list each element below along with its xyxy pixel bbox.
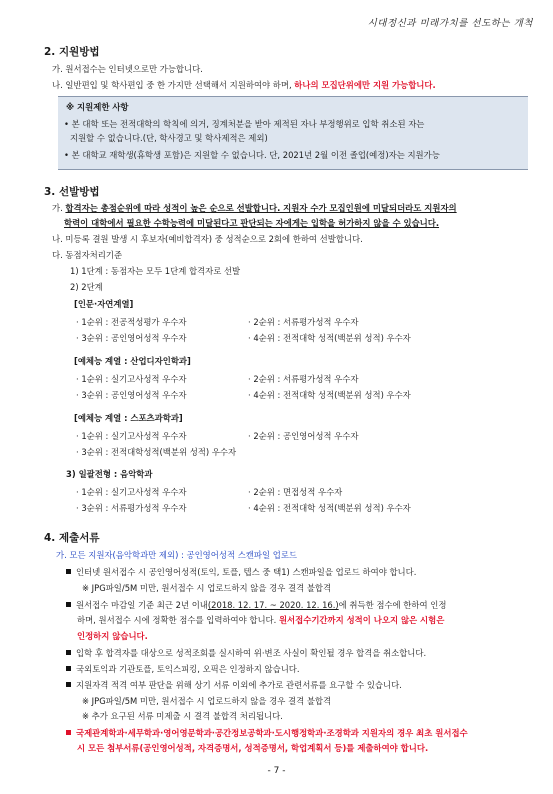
square-bullet-icon	[66, 666, 71, 671]
group-humanities-rank-4: · 4순위 : 전적대학 성적(백분위 성적) 우수자	[248, 333, 411, 343]
sec3-item-ga-b: 학력이 대학에서 필요한 수학능력에 미달된다고 판단되는 자에게는 입학을 허가하지 않을 수 있습니다.	[64, 218, 440, 228]
sec3-item-ga-a	[52, 203, 457, 214]
notice-line-1b: 지원할 수 없습니다.(단, 학사경고 및 학사제적은 제외)	[70, 133, 268, 143]
group-humanities-rank-3: · 3순위 : 공인영어성적 우수자	[76, 333, 187, 343]
group-music-rank-1: · 1순위 : 실기고사성적 우수자	[76, 487, 187, 497]
group-music-rank-3: · 3순위 : 서류평가성적 우수자	[76, 503, 187, 513]
doc-bullet-4: 국외토익과 기관토플, 토익스피킹, 오픽은 인정하지 않습니다.	[66, 664, 300, 675]
page-number: - 7 -	[267, 766, 286, 776]
section-4-title: 4. 제출서류	[44, 532, 100, 544]
doc-bullet-6a: 국제관계학과·세무학과·영어영문학과·공간정보공학과·도시행정학과·조경학과 지원자의 경우 최초 원서접수	[66, 728, 468, 739]
doc-bullet-2a: 원서접수 마감일 기준 최근 2년 이내(2018. 12. 17. ~ 2020. 12. 16.)에 취득한 점수에 한하여 인정	[66, 600, 446, 611]
sec3-ga-prefix: 가.	[52, 203, 66, 213]
group-music-title: 3) 일괄전형 : 음악학과	[66, 469, 153, 479]
group-music-rank-4: · 4순위 : 전적대학 성적(백분위 성적) 우수자	[248, 503, 411, 513]
sec4-item-ga: 가. 모든 지원자(음악학과만 제외) : 공인영어성적 스캔파일 업로드	[56, 550, 297, 560]
group-sports-rank-3: · 3순위 : 전적대학성적(백분위 성적) 우수자	[76, 447, 237, 457]
sec3-ga-text-a: 합격자는 총점순위에 따라 성적이 높은 순으로 선발합니다. 지원자 수가 모집인원에 미달되더라도 지원자의	[65, 203, 457, 213]
group-sports-rank-2: · 2순위 : 공인영어성적 우수자	[248, 431, 359, 441]
sec3-item-da: 다. 동점자처리기준	[52, 250, 123, 260]
group-sports-title: [예체능 계열 : 스포츠과학과]	[74, 413, 183, 423]
group-design-rank-2: · 2순위 : 서류평가성적 우수자	[248, 374, 359, 384]
square-bullet-icon	[66, 569, 71, 574]
sec2-item-na	[52, 80, 436, 91]
doc-bullet-1: 인터넷 원서접수 시 공인영어성적(토익, 토플, 텝스 중 택1) 스캔파일을 업로드 하여야 합니다.	[66, 567, 416, 578]
section-3-title: 3. 선발방법	[44, 186, 100, 198]
group-design-rank-4: · 4순위 : 전적대학 성적(백분위 성적) 우수자	[248, 390, 411, 400]
doc-bullet-3: 입학 후 합격자를 대상으로 성적조회를 실시하여 위·변조 사실이 확인될 경우 합격을 취소합니다.	[66, 648, 426, 659]
square-bullet-icon	[66, 682, 71, 687]
doc-bullet-5-note-2: ※ 추가 요구된 서류 미제출 시 결격 불합격 처리됩니다.	[82, 711, 283, 721]
group-humanities-title: [인문·자연계열]	[74, 299, 134, 309]
group-music-rank-2: · 2순위 : 면접성적 우수자	[248, 487, 343, 497]
section-2-title: 2. 지원방법	[44, 46, 100, 58]
sec2-item-na-text: 나. 일반편입 및 학사편입 중 한 가지만 선택해서 지원하여야 하며,	[52, 80, 295, 90]
sec2-item-ga: 가. 원서접수는 인터넷으로만 가능합니다.	[52, 64, 203, 74]
group-sports-rank-1: · 1순위 : 실기고사성적 우수자	[76, 431, 187, 441]
group-design-rank-1: · 1순위 : 실기고사성적 우수자	[76, 374, 187, 384]
square-bullet-icon	[66, 602, 71, 607]
tiebreak-step-1: 1) 1단계 : 동점자는 모두 1단계 합격자로 선발	[70, 266, 241, 276]
group-humanities-rank-1: · 1순위 : 전공적성평가 우수자	[76, 317, 187, 327]
restriction-notice-box	[58, 96, 528, 170]
doc-bullet-2c: 인정하지 않습니다.	[77, 631, 148, 641]
doc-bullet-1-note: ※ JPG파일/5M 미만, 원서접수 시 업로드하지 않을 경우 결격 불합격	[82, 583, 332, 593]
square-bullet-icon	[66, 650, 71, 655]
tiebreak-step-2: 2) 2단계	[70, 282, 103, 292]
sec3-item-na: 나. 미등록 결원 발생 시 후보자(예비합격자) 중 성적순으로 2회에 한하여 선발합니다.	[52, 234, 363, 244]
doc-bullet-5-note-1: ※ JPG파일/5M 미만, 원서접수 시 업로드하지 않을 경우 결격 불합격	[82, 696, 332, 706]
notice-title: ※ 지원제한 사항	[66, 102, 129, 112]
notice-line-1a: • 본 대학 또는 전적대학의 학칙에 의거, 징계처분을 받아 제적된 자나 부정행위로 입학 취소된 자는	[64, 119, 425, 129]
square-bullet-icon	[66, 730, 71, 735]
doc-bullet-2b: 하며, 원서접수 시에 정확한 점수를 입력하여야 합니다. 원서접수기간까지 성적이 나오지 않은 시험은	[77, 615, 445, 625]
sec2-item-na-highlight: 하나의 모집단위에만 지원 가능합니다.	[294, 80, 436, 90]
header-slogan: 시대정신과 미래가치를 선도하는 개척	[367, 18, 533, 29]
doc-bullet-5: 지원자격 적격 여부 판단을 위해 상기 서류 이외에 추가로 관련서류를 요구할 수 있습니다.	[66, 680, 402, 691]
group-design-rank-3: · 3순위 : 공인영어성적 우수자	[76, 390, 187, 400]
group-humanities-rank-2: · 2순위 : 서류평가성적 우수자	[248, 317, 359, 327]
group-design-title: [예체능 계열 : 산업디자인학과]	[74, 356, 191, 366]
doc-bullet-6b: 시 모든 첨부서류(공인영어성적, 자격증명서, 성적증명서, 학업계획서 등)를 제출하여야 합니다.	[77, 743, 429, 753]
notice-line-2: • 본 대학교 재학생(휴학생 포함)은 지원할 수 없습니다. 단, 2021년 2월 이전 졸업(예정)자는 지원가능	[64, 150, 440, 160]
